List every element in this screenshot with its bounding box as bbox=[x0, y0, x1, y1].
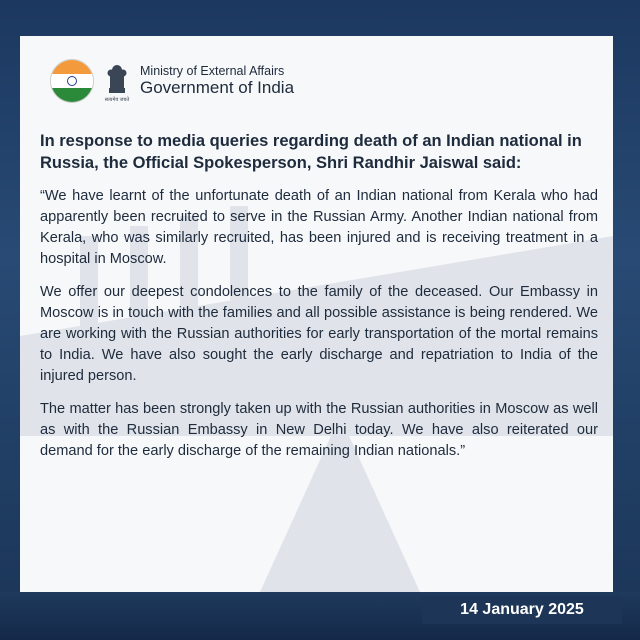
statement-heading: In response to media queries regarding death of an Indian national in Russia, the Official Spokesperson, Shri Randhir Jaiswal said: bbox=[40, 132, 582, 172]
header-text bbox=[140, 65, 294, 97]
statement-paragraph-2: We offer our deepest condolences to the family of the deceased. Our Embassy in Moscow is in touch with the families and all possible assistance is being rendered. We are working with the Russian authorities for early transportation of the mortal remains to India. We have also sought the early discharge and repatriation to India of the injured person. bbox=[40, 284, 598, 384]
statement-paragraph-1: “We have learnt of the unfortunate death of an Indian national from Kerala who had apparently been recruited to serve in the Russian Army. Another Indian national from Kerala, who was similarly recruited, has been injured and is receiving treatment in a hospital in Moscow. bbox=[40, 188, 598, 267]
emblem-caption: सत्यमेव जयते bbox=[104, 97, 130, 103]
ministry-name: Ministry of External Affairs bbox=[140, 63, 285, 78]
statement-content bbox=[40, 130, 598, 474]
government-name: Government of India bbox=[140, 77, 295, 97]
date-badge: 14 January 2025 bbox=[422, 596, 622, 624]
statement-paragraph-3: The matter has been strongly taken up with the Russian authorities in Moscow as well as with the Russian Embassy in New Delhi today. We have also reiterated our demand for the early discharge of the remaining Indian nationals.” bbox=[40, 401, 598, 459]
india-flag-icon bbox=[50, 59, 94, 103]
header bbox=[50, 56, 294, 106]
national-emblem-icon bbox=[100, 58, 134, 104]
statement-card bbox=[20, 36, 613, 592]
